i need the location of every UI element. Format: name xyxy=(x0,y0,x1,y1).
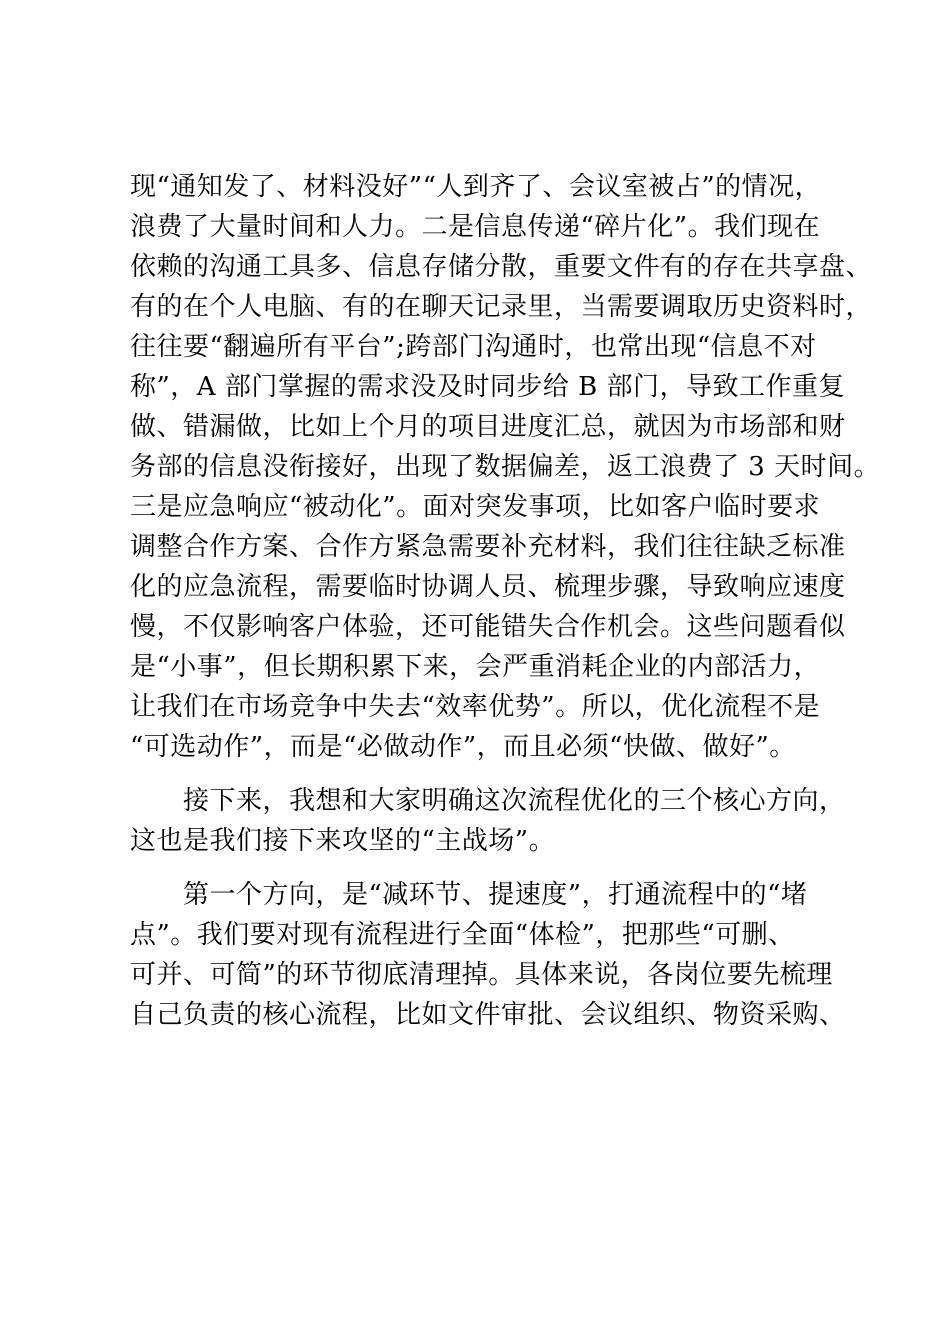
paragraph-gap xyxy=(130,767,850,781)
text-line: 调整合作方案、合作方紧急需要补充材料，我们往往缺乏标准 xyxy=(130,532,846,562)
text-line: 点”。我们要对现有流程进行全面“体检”，把那些“可删、 xyxy=(130,920,795,950)
text-line: 让我们在市场竞争中失去“效率优势”。所以，优化流程不是 xyxy=(130,692,821,722)
text-line: 依赖的沟通工具多、信息存储分散，重要文件有的存在共享盘、 xyxy=(130,252,873,282)
paragraph-first-direction xyxy=(130,875,850,1035)
text-line: 这也是我们接下来攻坚的“主战场”。 xyxy=(130,826,556,856)
text-line: 三是应急响应“被动化”。面对突发事项，比如客户临时要求 xyxy=(130,492,821,522)
text-line: 化的应急流程，需要临时协调人员、梳理步骤，导致响应速度 xyxy=(130,572,846,602)
text-line: 务部的信息没衔接好，出现了数据偏差，返工浪费了 3 天时间。 xyxy=(130,452,881,482)
document-body xyxy=(130,167,881,1035)
paragraph-problems xyxy=(130,167,881,767)
paragraph-directions-intro xyxy=(130,781,850,861)
text-line: 做、错漏做，比如上个月的项目进度汇总，就因为市场部和财 xyxy=(130,412,846,442)
text-line: 往往要“翻遍所有平台”;跨部门沟通时，也常出现“信息不对 xyxy=(130,332,817,362)
text-line: 是“小事”，但长期积累下来，会严重消耗企业的内部活力， xyxy=(130,652,821,682)
text-line: “可选动作”，而是“必做动作”，而且必须“快做、做好”。 xyxy=(130,732,796,762)
text-line: 现“通知发了、材料没好”“人到齐了、会议室被占”的情况， xyxy=(130,172,822,202)
text-line: 自己负责的核心流程，比如文件审批、会议组织、物资采购、 xyxy=(130,1000,846,1030)
text-line: 接下来，我想和大家明确这次流程优化的三个核心方向， xyxy=(130,786,846,816)
text-line: 可并、可简”的环节彻底清理掉。具体来说，各岗位要先梳理 xyxy=(130,960,833,990)
text-line: 慢，不仅影响客户体验，还可能错失合作机会。这些问题看似 xyxy=(130,612,846,642)
text-line: 浪费了大量时间和人力。二是信息传递“碎片化”。我们现在 xyxy=(130,212,821,242)
text-line: 有的在个人电脑、有的在聊天记录里，当需要调取历史资料时， xyxy=(130,292,873,322)
text-line: 称”，A 部门掌握的需求没及时同步给 B 部门，导致工作重复 xyxy=(130,372,845,402)
paragraph-gap xyxy=(130,861,850,875)
text-line: 第一个方向，是“减环节、提速度”，打通流程中的“堵 xyxy=(130,880,808,910)
